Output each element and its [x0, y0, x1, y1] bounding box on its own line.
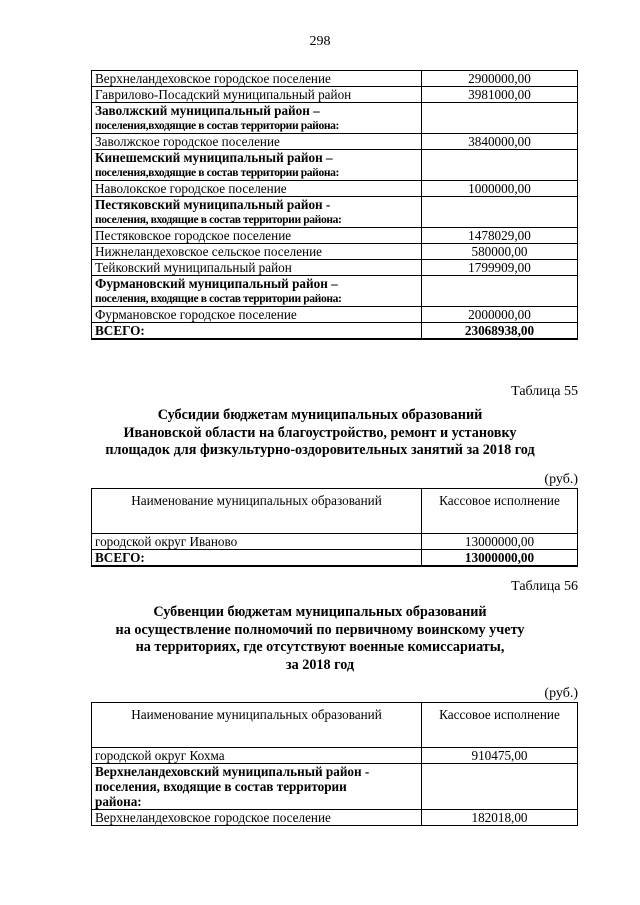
- row-value: [422, 276, 578, 307]
- table-row: [92, 244, 578, 260]
- row-value: 182018,00: [422, 810, 578, 826]
- district-subtitle: поселения,входящие в состав территории района:: [95, 119, 339, 132]
- title-line: на осуществление полномочий по первичному воинскому учету: [115, 621, 525, 638]
- table-continuation: [91, 70, 578, 340]
- table-row: [92, 71, 578, 87]
- district-name: Пестяковский муниципальный район -: [95, 197, 331, 212]
- row-name: городской округ Иваново: [92, 534, 422, 550]
- row-name: Фурмановское городское поселение: [92, 307, 422, 323]
- row-name: Верхнеландеховское городское поселение: [92, 810, 422, 826]
- table-row: [92, 534, 578, 550]
- table-row: [92, 260, 578, 276]
- total-value: 23068938,00: [422, 323, 578, 340]
- row-name: Верхнеландеховское городское поселение: [92, 71, 422, 87]
- district-name: Заволжский муниципальный район –: [95, 103, 320, 118]
- row-value: [422, 150, 578, 181]
- row-name: Заволжское городское поселение: [92, 134, 422, 150]
- header-value: Кассовое исполнение: [422, 489, 578, 534]
- district-subtitle: поселения, входящие в состав территории района:: [95, 292, 342, 305]
- row-name: Наволокское городское поселение: [92, 181, 422, 197]
- row-name: городской округ Кохма: [92, 748, 422, 764]
- table-row: [92, 228, 578, 244]
- table-row: [92, 134, 578, 150]
- district-name: Кинешемский муниципальный район –: [95, 150, 333, 165]
- table-title: [0, 604, 640, 674]
- table-label: Таблица 55: [511, 384, 578, 399]
- district-subtitle: поселения, входящие в состав территории: [95, 779, 347, 794]
- district-subtitle: поселения, входящие в состав территории района:: [95, 213, 342, 226]
- unit-label: (руб.): [544, 472, 578, 487]
- row-value: 1000000,00: [422, 181, 578, 197]
- row-value: 3981000,00: [422, 87, 578, 103]
- total-row: [92, 550, 578, 567]
- table-row: [92, 181, 578, 197]
- title-line: Субвенции бюджетам муниципальных образований: [153, 604, 487, 620]
- header-name: Наименование муниципальных образований: [92, 489, 422, 534]
- table-row: [92, 307, 578, 323]
- title-line: Ивановской области на благоустройство, ремонт и установку: [123, 424, 517, 441]
- row-name: Нижнеландеховское сельское поселение: [92, 244, 422, 260]
- table-header: [92, 703, 578, 748]
- district-name: Фурмановский муниципальный район –: [95, 276, 338, 291]
- table-row: [92, 748, 578, 764]
- title-line: за 2018 год: [285, 656, 355, 673]
- district-subtitle: поселения,входящие в состав территории района:: [95, 166, 339, 179]
- row-value: [422, 764, 578, 810]
- row-value: 1478029,00: [422, 228, 578, 244]
- title-line: площадок для физкультурно-оздоровительных занятий за 2018 год: [105, 442, 535, 458]
- district-name: Верхнеландеховский муниципальный район -: [95, 764, 370, 779]
- district-subtitle-end: района:: [95, 794, 142, 809]
- header-value: Кассовое исполнение: [422, 703, 578, 748]
- page-number: 298: [309, 34, 331, 49]
- row-name: Гаврилово-Посадский муниципальный район: [92, 87, 422, 103]
- table-row-district: [92, 150, 578, 181]
- table-row: [92, 87, 578, 103]
- row-name: Пестяковское городское поселение: [92, 228, 422, 244]
- total-value: 13000000,00: [422, 550, 578, 567]
- table-row-district: [92, 276, 578, 307]
- title-line: на территориях, где отсутствуют военные комиссариаты,: [135, 639, 505, 655]
- table-title: [0, 407, 640, 460]
- row-value: 13000000,00: [422, 534, 578, 550]
- row-value: [422, 197, 578, 228]
- row-value: 2000000,00: [422, 307, 578, 323]
- table-row-district: [92, 764, 578, 810]
- table-55: [91, 488, 578, 567]
- total-label: ВСЕГО:: [92, 550, 422, 567]
- row-name: Тейковский муниципальный район: [92, 260, 422, 276]
- row-value: [422, 103, 578, 134]
- header-name: Наименование муниципальных образований: [92, 703, 422, 748]
- title-line: Субсидии бюджетам муниципальных образований: [157, 407, 483, 423]
- table-row: [92, 810, 578, 826]
- table-row-district: [92, 103, 578, 134]
- row-value: 910475,00: [422, 748, 578, 764]
- table-label: Таблица 56: [511, 579, 578, 594]
- row-value: 3840000,00: [422, 134, 578, 150]
- total-label: ВСЕГО:: [92, 323, 422, 340]
- row-value: 1799909,00: [422, 260, 578, 276]
- unit-label: (руб.): [544, 686, 578, 701]
- row-value: 2900000,00: [422, 71, 578, 87]
- table-56: [91, 702, 578, 826]
- row-value: 580000,00: [422, 244, 578, 260]
- table-header: [92, 489, 578, 534]
- table-row-district: [92, 197, 578, 228]
- total-row: [92, 323, 578, 340]
